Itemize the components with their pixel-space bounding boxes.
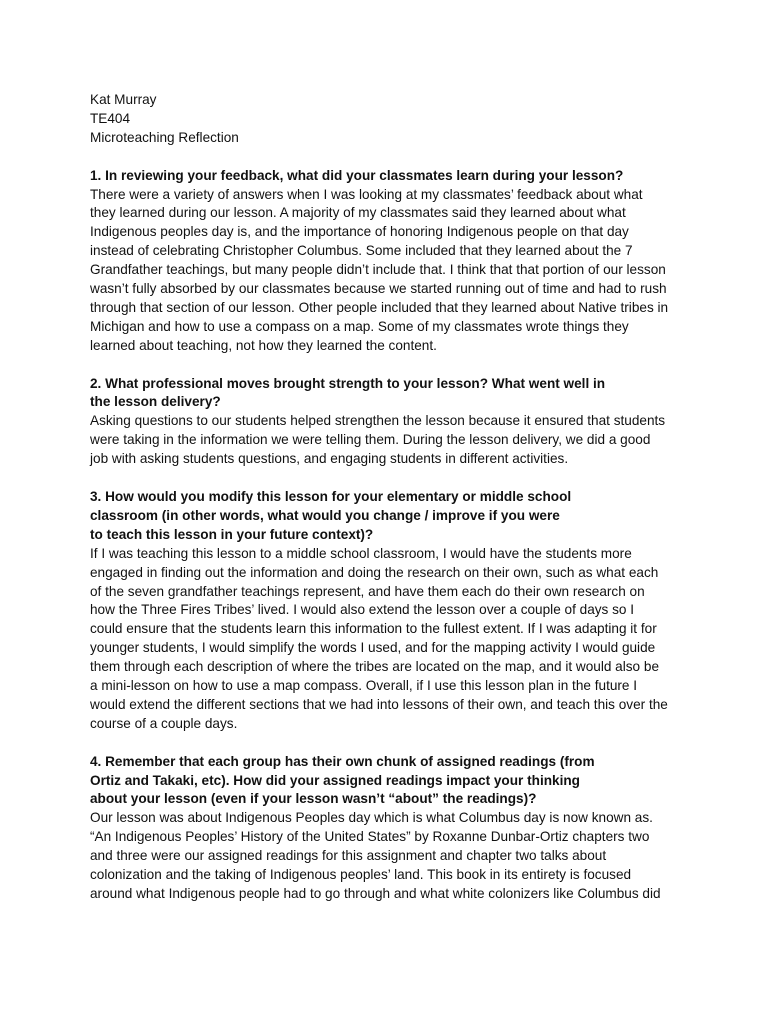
answer-3-line: younger students, I would simplify the words I used, and for the mapping activity I would guide bbox=[90, 640, 656, 656]
answer-1-line: Grandfather teachings, but many people didn’t include that. I think that that portion of our lesson bbox=[90, 262, 666, 278]
answer-1-line: through that section of our lesson. Other people included that they learned about Native tribes in bbox=[90, 299, 669, 315]
question-4-line: 4. Remember that each group has their own chunk of assigned readings (from bbox=[90, 753, 595, 769]
question-1-line: 1. In reviewing your feedback, what did your classmates learn during your lesson? bbox=[90, 167, 624, 183]
answer-3-line: how the Three Fires Tribes’ lived. I would also extend the lesson over a couple of days so I bbox=[90, 602, 635, 618]
question-4-line: Ortiz and Takaki, etc). How did your assigned readings impact your thinking bbox=[90, 772, 580, 788]
question-2-line: the lesson delivery? bbox=[90, 394, 221, 410]
answer-4-line: “An Indigenous Peoples’ History of the United States” by Roxanne Dunbar-Ortiz chapters two bbox=[90, 829, 650, 845]
spacer bbox=[90, 356, 690, 375]
answer-3-line: them through each description of where the tribes are located on the map, and it would also be bbox=[90, 659, 660, 675]
answer-4-line: colonization and the taking of Indigenous peoples’ land. This book in its entirety is focused bbox=[90, 867, 632, 883]
section-1 bbox=[90, 167, 690, 356]
answer-3-line: of the seven grandfather teachings represent, and have them each do their own research on bbox=[90, 583, 645, 599]
answer-1-line: learned about teaching, not how they learned the content. bbox=[90, 337, 437, 353]
answer-1-line: Michigan and how to use a compass on a map. Some of my classmates wrote things they bbox=[90, 318, 629, 334]
answer-3-line: could ensure that the students learn this information to the fullest extent. If I was adapting it for bbox=[90, 621, 657, 637]
answer-1-line: they learned during our lesson. A majority of my classmates said they learned about what bbox=[90, 205, 626, 221]
answer-1-line: wasn’t fully absorbed by our classmates because we started running out of time and had to rush bbox=[90, 281, 667, 297]
document-page bbox=[90, 91, 690, 904]
section-2 bbox=[90, 375, 690, 470]
answer-2-line: were taking in the information we were telling them. During the lesson delivery, we did a good bbox=[90, 432, 651, 448]
question-3-line: 3. How would you modify this lesson for your elementary or middle school bbox=[90, 488, 572, 504]
spacer bbox=[90, 734, 690, 753]
answer-3-line: course of a couple days. bbox=[90, 715, 238, 731]
answer-4-line: and three were our assigned readings for this assignment and chapter two talks about bbox=[90, 848, 607, 864]
answer-3-line: If I was teaching this lesson to a middle school classroom, I would have the students more bbox=[90, 545, 632, 561]
spacer bbox=[90, 469, 690, 488]
answer-3-line: would extend the different sections that we had into lessons of their own, and teach this over the bbox=[90, 696, 668, 712]
assignment-title: Microteaching Reflection bbox=[90, 129, 239, 145]
document-header bbox=[90, 91, 690, 148]
question-3-line: to teach this lesson in your future context)? bbox=[90, 526, 374, 542]
question-3-line: classroom (in other words, what would you change / improve if you were bbox=[90, 507, 560, 523]
answer-1-line: There were a variety of answers when I was looking at my classmates’ feedback about what bbox=[90, 186, 643, 202]
answer-2-line: job with asking students questions, and engaging students in different activities. bbox=[90, 451, 569, 467]
section-3 bbox=[90, 488, 690, 734]
answer-1-line: Indigenous peoples day is, and the importance of honoring Indigenous people on that day bbox=[90, 224, 629, 240]
section-4 bbox=[90, 753, 690, 904]
question-4-line: about your lesson (even if your lesson wasn’t “about” the readings)? bbox=[90, 791, 537, 807]
answer-2-line: Asking questions to our students helped strengthen the lesson because it ensured that students bbox=[90, 413, 666, 429]
answer-1-line: instead of celebrating Christopher Columbus. Some included that they learned about the 7 bbox=[90, 243, 633, 259]
answer-3-line: a mini-lesson on how to use a map compass. Overall, if I use this lesson plan in the future I bbox=[90, 678, 638, 694]
course-code: TE404 bbox=[90, 110, 131, 126]
spacer bbox=[90, 148, 690, 167]
author-name: Kat Murray bbox=[90, 92, 157, 107]
answer-4-line: around what Indigenous people had to go through and what white colonizers like Columbus did bbox=[90, 886, 661, 901]
question-2-line: 2. What professional moves brought strength to your lesson? What went well in bbox=[90, 375, 606, 391]
answer-3-line: engaged in finding out the information and doing the research on their own, such as what each bbox=[90, 564, 659, 580]
answer-4-line: Our lesson was about Indigenous Peoples day which is what Columbus day is now known as. bbox=[90, 810, 653, 826]
